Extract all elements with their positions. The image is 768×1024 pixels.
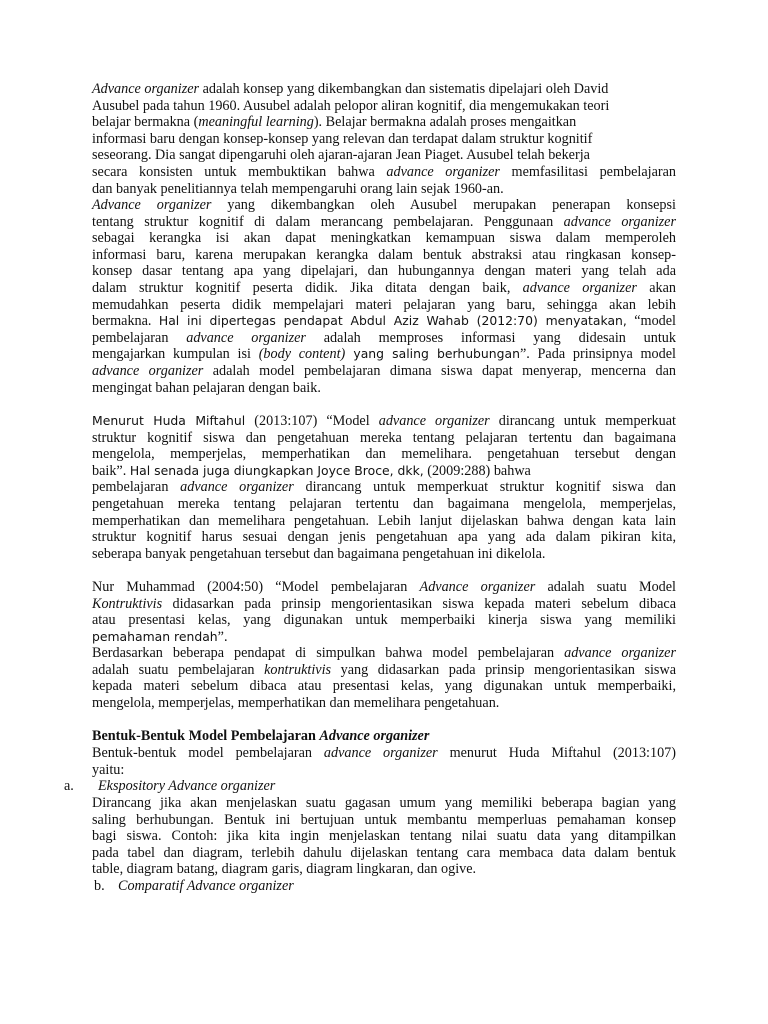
text-run: ). Belajar bermakna adalah proses mengaitkan bbox=[313, 114, 577, 131]
text-line bbox=[92, 845, 676, 862]
text-run: atau presentasi kelas, yang digunakan untuk memperbaiki kinerja siswa yang memiliki bbox=[92, 612, 676, 629]
text-run: dirancang untuk memperkuat struktur kognitif siswa dan bbox=[293, 479, 676, 496]
text-run: mengingat bahan pelajaran dengan baik. bbox=[92, 379, 321, 396]
text-run: adalah suatu pembelajaran bbox=[92, 661, 265, 678]
text-run: Nur Muhammad (2004:50) “Model pembelajaran bbox=[92, 579, 420, 595]
text-line bbox=[92, 596, 676, 613]
text-line bbox=[92, 745, 676, 762]
text-run: belajar bermakna ( bbox=[92, 114, 199, 131]
text-run: adalah suatu Model bbox=[535, 579, 676, 595]
text-line bbox=[92, 98, 676, 115]
text-line bbox=[92, 612, 676, 629]
text-run: advance organizer bbox=[186, 329, 306, 346]
text-run: ”. Pada prinsipnya model bbox=[519, 346, 676, 363]
text-run: Kontruktivis bbox=[92, 595, 163, 612]
text-line bbox=[92, 380, 676, 397]
text-line bbox=[92, 81, 676, 98]
text-line bbox=[92, 413, 676, 430]
text-run: table, diagram batang, diagram garis, diagram lingkaran, dan ogive. bbox=[92, 861, 477, 878]
text-run: mengajarkan kumpulan isi bbox=[92, 346, 259, 363]
text-run: Dirancang jika akan menjelaskan suatu gagasan umum yang memiliki beberapa bagian yang bbox=[92, 795, 676, 811]
paragraph-ekspository bbox=[92, 795, 676, 878]
text-run: advance organizer bbox=[92, 362, 204, 379]
list-item-a bbox=[0, 778, 768, 795]
paragraph-huda-miftahul bbox=[92, 413, 676, 562]
text-line bbox=[92, 164, 676, 181]
text-run: Bentuk-bentuk model pembelajaran bbox=[92, 745, 324, 761]
text-line bbox=[92, 263, 676, 280]
text-run: seseorang. Dia sangat dipengaruhi oleh ajaran-ajaran Jean Piaget. Ausubel telah bekerja bbox=[92, 147, 590, 164]
text-line bbox=[92, 546, 676, 563]
paragraph-intro bbox=[92, 81, 676, 197]
section-heading bbox=[92, 728, 676, 745]
text-line bbox=[92, 762, 676, 779]
text-run: adalah model pembelajaran dimana siswa dapat menyerap, mencerna dan bbox=[203, 362, 676, 379]
text-run: advance organizer bbox=[180, 479, 294, 496]
text-run: bagi siswa. Contoh: jika kita ingin menjelaskan tentang nilai suatu data yang ditampilkan bbox=[92, 828, 676, 845]
text-run: sebagai kerangka isi akan dapat meningkatkan kemampuan siswa dalam memperoleh bbox=[92, 230, 676, 247]
text-line bbox=[92, 363, 676, 380]
text-run: kepada materi sebelum dibaca atau presentasi kelas, yang digunakan untuk memperbaiki, bbox=[92, 678, 676, 695]
text-run: menurut Huda Miftahul (2013:107) bbox=[437, 745, 676, 761]
text-line bbox=[92, 678, 676, 695]
paragraph-conclusion bbox=[92, 645, 676, 711]
text-line bbox=[92, 430, 676, 447]
text-run: struktur kognitif siswa dan pengetahuan mereka tentang pelajaran tertentu dan bagaimana bbox=[92, 429, 676, 446]
text-run: memperhatikan dan memelihara pengetahuan. Lebih lanjut dijelaskan bahwa dengan kata lain bbox=[92, 512, 676, 529]
text-run: ”. bbox=[217, 628, 228, 645]
text-line bbox=[92, 346, 676, 363]
text-line bbox=[92, 513, 676, 530]
text-line bbox=[92, 479, 676, 496]
text-run: struktur kognitif harus sesuai dengan jenis pengetahuan apa yang ada dalam pikiran kita, bbox=[92, 529, 676, 546]
text-run: Advance organizer bbox=[92, 197, 212, 213]
text-run: advance organizer bbox=[323, 745, 438, 761]
text-line bbox=[92, 247, 676, 264]
text-run: yang didasarkan pada prinsip mengorientasikan siswa bbox=[331, 661, 676, 678]
text-run: saling berhubungan. Bentuk ini bertujuan untuk membantu memperluas pemahaman konsep bbox=[92, 811, 676, 828]
text-run: dalam struktur kognitif peserta didik. Jika ditata dengan baik, bbox=[92, 279, 523, 296]
text-run: advance organizer bbox=[386, 163, 500, 180]
text-line bbox=[92, 280, 676, 297]
text-run: Hal ini dipertegas pendapat Abdul Aziz Wahab (2012:70) menyatakan, bbox=[158, 313, 627, 329]
text-run: informasi baru dengan konsep-konsep yang relevan dan terdapat dalam struktur kognitif bbox=[92, 130, 593, 147]
text-line bbox=[92, 629, 676, 646]
text-line bbox=[92, 496, 676, 513]
text-line bbox=[92, 214, 676, 231]
text-run: (body content) bbox=[258, 346, 346, 363]
text-run: pembelajaran bbox=[92, 479, 181, 496]
text-line bbox=[92, 463, 676, 480]
paragraph-forms-intro bbox=[92, 745, 676, 778]
text-line bbox=[92, 181, 676, 198]
text-line bbox=[92, 861, 676, 878]
text-run: memfasilitasi pembelajaran bbox=[499, 163, 676, 180]
text-run: yang dikembangkan oleh Ausubel merupakan penerapan konsepsi bbox=[211, 197, 676, 213]
text-line bbox=[92, 812, 676, 829]
text-run: kontruktivis bbox=[264, 661, 332, 678]
list-marker-b: b. bbox=[94, 878, 105, 894]
text-line bbox=[92, 662, 676, 679]
text-run: (2013:107) “Model bbox=[245, 413, 379, 429]
text-run: Advance organizer bbox=[92, 81, 200, 97]
text-run: advance organizer bbox=[522, 279, 637, 296]
text-run: Menurut Huda Miftahul bbox=[92, 413, 246, 428]
text-run: memudahkan peserta didik mempelajari materi pelajaran yang baru, sehingga akan lebih bbox=[92, 296, 676, 313]
text-run: meaningful learning bbox=[198, 114, 314, 131]
list-title-comparatif: Comparatif Advance organizer bbox=[118, 878, 294, 894]
text-run: yang saling berhubungan bbox=[345, 346, 520, 362]
text-run: Ausubel pada tahun 1960. Ausubel adalah pelopor aliran kognitif, dia mengemukakan teori bbox=[92, 97, 610, 114]
text-run: Hal senada juga diungkapkan Joyce Broce, dkk, bbox=[129, 462, 424, 478]
text-run: advance organizer bbox=[563, 213, 676, 230]
text-run: advance organizer bbox=[378, 413, 490, 429]
text-line bbox=[92, 230, 676, 247]
text-run: pengetahuan mereka tentang pelajaran tertentu dan bagaimana mengelola, memperjelas, bbox=[92, 495, 676, 512]
text-line bbox=[92, 645, 676, 662]
text-run: Advance organizer bbox=[319, 728, 430, 744]
text-line bbox=[92, 197, 676, 214]
list-title-ekspository: Ekspository Advance organizer bbox=[98, 778, 276, 794]
text-line bbox=[92, 529, 676, 546]
text-run: Bentuk-Bentuk Model Pembelajaran bbox=[92, 728, 320, 744]
text-run: secara konsisten untuk membuktikan bahwa bbox=[92, 163, 387, 180]
text-line bbox=[92, 446, 676, 463]
text-run: pembelajaran bbox=[92, 329, 187, 346]
text-run: Berdasarkan beberapa pendapat di simpulkan bahwa model pembelajaran bbox=[92, 645, 565, 661]
text-run: pada tabel dan diagram, terlebih dahulu dijelaskan tentang cara membaca data dalam bentuk bbox=[92, 844, 676, 861]
paragraph-nur-muhammad bbox=[92, 579, 676, 645]
text-line bbox=[92, 147, 676, 164]
list-item-b bbox=[0, 878, 768, 895]
text-run: yaitu: bbox=[92, 761, 125, 778]
text-run: adalah konsep yang dikembangkan dan sistematis dipelajari oleh David bbox=[199, 81, 609, 97]
text-line bbox=[92, 795, 676, 812]
list-marker-a: a. bbox=[64, 778, 74, 794]
text-run: akan bbox=[636, 279, 676, 296]
text-line bbox=[92, 695, 676, 712]
text-run: konsep dasar tentang apa yang dipelajari, dan hubungannya dengan materi yang telah ada bbox=[92, 263, 676, 280]
text-run: mengelola, memperjelas, memperhatikan dan memelihara. pengetahuan tersebut dengan bbox=[92, 446, 676, 463]
text-run: pemahaman rendah bbox=[92, 628, 218, 644]
paragraph-ausubel-concept bbox=[92, 197, 676, 396]
text-run: advance organizer bbox=[564, 645, 676, 661]
text-line bbox=[92, 313, 676, 330]
text-run: bermakna. bbox=[92, 313, 159, 330]
text-line bbox=[92, 114, 676, 131]
text-run: didasarkan pada prinsip mengorientasikan siswa kepada materi sebelum dibaca bbox=[162, 595, 676, 612]
text-line bbox=[92, 579, 676, 596]
text-run: (2009:288) bahwa bbox=[423, 462, 531, 479]
text-run: dan banyak penelitiannya telah mempengaruhi orang lain sejak 1960-an. bbox=[92, 180, 504, 197]
text-line bbox=[92, 297, 676, 314]
text-run: informasi baru, karena merupakan kerangka dalam bentuk abstraksi atau ringkasan konsep- bbox=[92, 246, 676, 263]
text-run: mengelola, memperjelas, memperhatikan dan memelihara pengetahuan. bbox=[92, 694, 500, 711]
text-run: baik”. bbox=[92, 462, 130, 479]
text-run: tentang struktur kognitif di dalam merancang pembelajaran. Penggunaan bbox=[92, 213, 564, 230]
text-run: adalah memproses informasi yang didesain untuk bbox=[305, 329, 676, 346]
text-run: “model bbox=[626, 313, 676, 330]
text-run: seberapa banyak pengetahuan tersebut dan bagaimana pengetahuan ini dikelola. bbox=[92, 545, 546, 562]
text-run: Advance organizer bbox=[419, 579, 536, 595]
text-line bbox=[92, 330, 676, 347]
text-run: dirancang untuk memperkuat bbox=[489, 413, 676, 429]
text-line bbox=[92, 131, 676, 148]
text-line bbox=[92, 828, 676, 845]
heading-line bbox=[92, 728, 676, 745]
